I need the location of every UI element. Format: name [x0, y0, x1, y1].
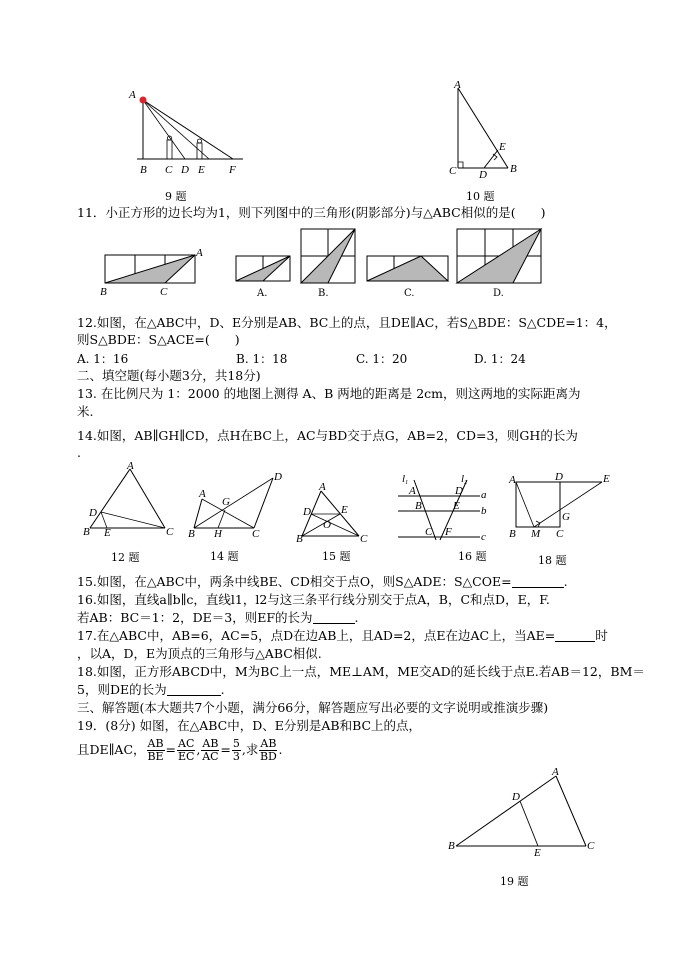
caption-fig16: 16 题 — [458, 550, 487, 563]
svg-text:D: D — [455, 485, 463, 497]
svg-text:B: B — [140, 164, 147, 176]
svg-text:A: A — [409, 485, 416, 497]
q19-ask: 求 — [245, 742, 259, 757]
svg-text:A: A — [199, 488, 206, 500]
q12-option-a[interactable]: A. 1：16 — [77, 352, 129, 366]
question-15-text: 15.如图，在△ABC中，两条中线BE、CD相交于点O，则S△ADE：S△COE= — [77, 574, 512, 589]
figure-14 — [188, 472, 288, 542]
svg-text:F: F — [445, 526, 452, 538]
svg-text:B: B — [83, 526, 90, 538]
svg-text:D: D — [479, 169, 487, 181]
svg-text:E: E — [534, 847, 541, 859]
svg-text:l1: l1 — [402, 473, 409, 486]
q15-answer-blank[interactable] — [512, 575, 564, 588]
question-16-text: 若AB：BC＝1：2，DE＝3，则EF的长为 — [77, 610, 313, 625]
svg-text:E: E — [499, 141, 506, 153]
caption-fig10: 10 题 — [466, 190, 495, 203]
q11-option-a-figure — [235, 255, 291, 283]
svg-text:l2: l2 — [461, 473, 468, 486]
question-14-line1: 14.如图，AB∥GH∥CD，点H在BC上，AC与BD交于点G，AB=2，CD=3，则GH的长为 — [77, 428, 578, 443]
figure-15 — [293, 481, 373, 545]
svg-text:A: A — [454, 79, 461, 91]
svg-text:O: O — [323, 519, 331, 531]
svg-text:D: D — [274, 471, 282, 483]
svg-text:a: a — [481, 489, 487, 501]
question-19-line2: 且DE∥AC， $\frac{AB}{BE}$ = $\frac{AC}{EC}$ , $\frac{AB}{AC}$ = $\frac{5}{3}$ ,求 $\frac{AB}{BD}$ . — [77, 737, 283, 763]
svg-text:A: A — [552, 766, 559, 778]
q12-option-b[interactable]: B. 1：18 — [236, 352, 288, 366]
frac-ac-ec: $\frac{AC}{EC}$ — [177, 737, 195, 763]
question-13-line1: 13. 在比例尺为 1：2000 的地图上测得 A、B 两地的距离是 2cm，则这两地的实际距离为 — [77, 386, 581, 401]
svg-text:C: C — [449, 165, 457, 177]
svg-text:C: C — [587, 840, 595, 852]
svg-text:E: E — [341, 504, 348, 516]
question-16-line1: 16.如图，直线a∥b∥c，直线l1，l2与这三条平行线分别交于点A，B，C和点D，E，F. — [77, 592, 550, 607]
q11-option-b-figure — [300, 228, 356, 284]
caption-fig15: 15 题 — [322, 550, 351, 563]
svg-text:A: A — [129, 89, 136, 101]
svg-text:C: C — [252, 528, 260, 540]
q11-option-d-figure — [456, 228, 542, 284]
question-18-text: 5，则DE的长为 — [77, 682, 167, 697]
svg-text:B: B — [448, 840, 455, 852]
svg-text:D: D — [89, 507, 97, 519]
point-A-marker — [140, 97, 147, 104]
question-17-line1 — [77, 628, 608, 644]
question-13-line2: 米. — [77, 404, 94, 419]
question-11: 11．小正方形的边长均为1，则下列图中的三角形(阴影部分)与△ABC相似的是( ) — [77, 205, 546, 220]
q11-figure-abc — [98, 244, 208, 300]
figure-18 — [505, 472, 615, 542]
frac-ab-ac: $\frac{AB}{AC}$ — [202, 737, 219, 763]
question-15: 15.如图，在△ABC中，两条中线BE、CD相交于点O，则S△ADE：S△COE= . — [77, 574, 568, 589]
q11-option-d[interactable]: D. — [493, 288, 504, 299]
question-16-line2: 若AB：BC＝1：2，DE＝3，则EF的长为 . — [77, 610, 359, 625]
svg-text:C: C — [160, 286, 168, 298]
caption-fig14: 14 题 — [210, 550, 239, 563]
svg-text:c: c — [481, 531, 486, 543]
question-18-line2: 5，则DE的长为 . — [77, 682, 225, 697]
svg-text:A: A — [196, 247, 203, 259]
frac-5-3: $\frac{5}{3}$ — [232, 737, 240, 763]
figure-19 — [446, 764, 606, 864]
question-17-text: 17.在△ABC中，AB=6，AC=5，点D在边AB上，且AD=2，点E在边AC上，当AE= — [77, 628, 556, 643]
q11-option-c-figure — [366, 255, 450, 283]
frac-ab-be: $\frac{AB}{BE}$ — [147, 737, 164, 763]
figure-9 — [125, 88, 250, 178]
svg-text:B: B — [415, 500, 422, 512]
question-17-suffix: 时 — [595, 628, 608, 643]
svg-text:A: A — [509, 474, 516, 486]
svg-text:B: B — [510, 163, 517, 175]
svg-text:E: E — [198, 164, 205, 176]
svg-text:E: E — [453, 500, 460, 512]
q19-condition: 且DE∥AC， — [77, 742, 146, 757]
question-14-line2: . — [77, 445, 81, 460]
q11-option-b[interactable]: B. — [318, 288, 329, 299]
svg-text:H: H — [214, 528, 222, 540]
frac-ab-bd: $\frac{AB}{BD}$ — [259, 737, 277, 763]
svg-text:b: b — [481, 505, 487, 517]
figure-10 — [448, 80, 528, 180]
svg-text:M: M — [531, 528, 541, 540]
figure-12 — [82, 462, 177, 542]
svg-text:F: F — [229, 164, 236, 176]
caption-fig19: 19 题 — [500, 875, 529, 888]
svg-text:D: D — [512, 791, 520, 803]
svg-text:E: E — [603, 473, 610, 485]
q11-option-c[interactable]: C. — [404, 288, 415, 299]
svg-text:A: A — [319, 481, 326, 493]
question-12-line2: 则S△BDE：S△ACE=( ) — [77, 332, 240, 347]
svg-text:C: C — [425, 526, 433, 538]
svg-text:G: G — [222, 496, 230, 508]
svg-text:C: C — [165, 164, 173, 176]
svg-text:B: B — [188, 528, 195, 540]
question-17-line2: ，以A，D，E为顶点的三角形与△ABC相似. — [77, 646, 322, 661]
svg-text:B: B — [296, 533, 303, 545]
question-18-line1: 18.如图，正方形ABCD中，M为BC上一点，ME⊥AM，ME交AD的延长线于点E.若AB＝12，BM＝ — [77, 664, 645, 679]
svg-text:A: A — [127, 460, 134, 472]
svg-text:B: B — [509, 528, 516, 540]
caption-fig12: 12 题 — [111, 551, 140, 564]
svg-text:D: D — [555, 471, 563, 483]
figure-16 — [390, 474, 490, 544]
svg-text:B: B — [100, 286, 107, 298]
svg-text:C: C — [166, 526, 174, 538]
svg-text:C: C — [360, 533, 368, 545]
svg-text:C: C — [556, 528, 564, 540]
q16-answer-blank[interactable] — [313, 611, 355, 624]
q18-answer-blank[interactable] — [167, 683, 221, 696]
caption-fig9: 9 题 — [165, 190, 187, 203]
q12-option-d[interactable]: D. 1：24 — [474, 352, 526, 366]
q11-option-a[interactable]: A. — [257, 288, 268, 299]
q12-option-c[interactable]: C. 1：20 — [356, 352, 408, 366]
question-19-line1: 19．(8分) 如图，在△ABC中，D、E分别是AB和BC上的点， — [77, 718, 422, 733]
svg-text:D: D — [181, 164, 189, 176]
svg-text:E: E — [104, 527, 111, 539]
section-2-heading: 二、填空题(每小题3分，共18分) — [77, 368, 261, 383]
question-12-line1: 12.如图，在△ABC中，D、E分别是AB、BC上的点，且DE∥AC，若S△BDE：S△CDE=1：4， — [77, 315, 617, 330]
section-3-heading: 三、解答题(本大题共7个小题，满分66分，解答题应写出必要的文字说明或推演步骤) — [77, 700, 549, 715]
q17-answer-blank[interactable] — [555, 629, 595, 642]
person-1 — [167, 140, 172, 159]
svg-text:D: D — [303, 506, 311, 518]
svg-text:G: G — [562, 511, 570, 523]
caption-fig18: 18 题 — [538, 554, 567, 567]
